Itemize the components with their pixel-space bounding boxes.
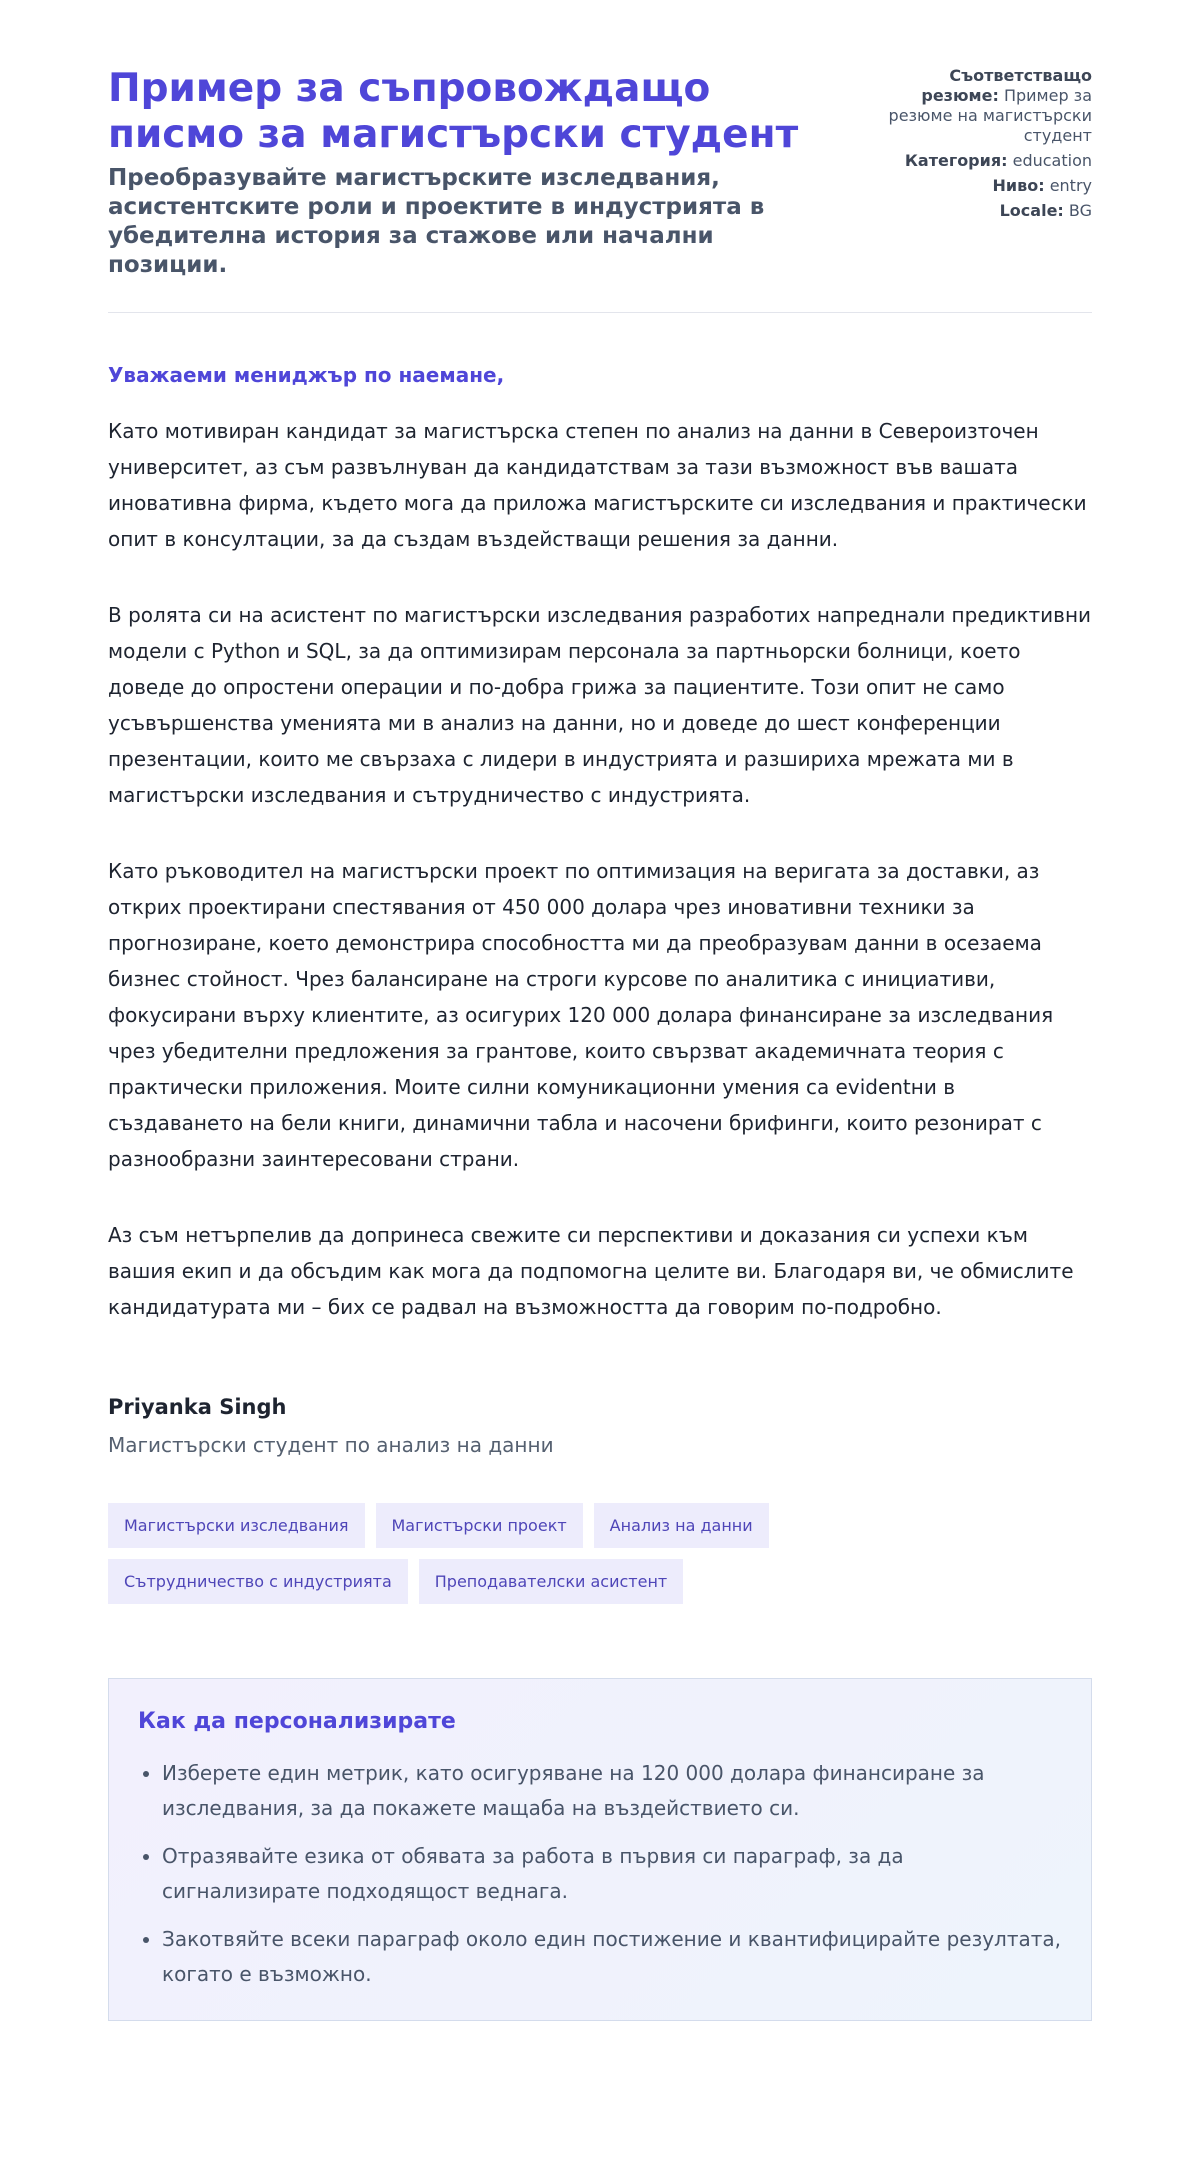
tips-title: Как да персонализирате — [138, 1709, 456, 1734]
tag-chip: Анализ на данни — [594, 1503, 769, 1548]
signature-role: Магистърски студент по анализ на данни — [108, 1433, 554, 1457]
letter-body — [108, 363, 1092, 1457]
meta-level — [882, 176, 1092, 196]
page-header — [108, 66, 1092, 313]
letter-greeting: Уважаеми мениджър по наемане, — [108, 363, 505, 387]
tag-chip: Сътрудничество с индустрията — [108, 1559, 408, 1604]
meta-resume-value: Пример за резюме на магистърски студент — [888, 86, 1092, 145]
meta-locale-label: Locale: — [999, 201, 1064, 220]
tip-item: • Закотвяйте всеки параграф около един постижение и квантифицирайте резултата, когато е възможно. — [162, 1922, 1062, 1992]
page-title: Пример за съпровождащо писмо за магистърски студент — [108, 66, 799, 157]
meta-category-value: education — [1012, 151, 1092, 170]
page-subtitle: Преобразувайте магистърските изследвания, асистентските роли и проектите в индустрията в убедителна история за стажове или начални позиции. — [108, 165, 765, 278]
header-titles — [108, 66, 828, 280]
tag-chip: Преподавателски асистент — [419, 1559, 683, 1604]
letter-paragraph: Като ръководител на магистърски проект по оптимизация на веригата за доставки, аз открих проектирани спестявания от 450 000 долара чрез иновативни техники за прогнозиране, което демонстрира способността ми да преобразувам данни в осезаема бизнес стойност. Чрез балансиране на строги курсове по аналитика с инициативи, фокусирани върху клиентите, аз осигурих 120 000 долара финансиране за изследвания чрез убедителни предложения за грантове, които свързват академичната теория с практически приложения. Моите силни комуникационни умения са evidentни в създаването на бели книги, динамични табла и насочени брифинги, които резонират с разнообразни заинтересовани страни. — [108, 859, 1054, 1171]
tip-item: • Отразявайте езика от обявата за работа в първия си параграф, за да сигнализирате подходящост веднага. — [162, 1839, 1062, 1909]
cover-letter-page — [108, 0, 1092, 2021]
meta-locale-value: BG — [1068, 201, 1092, 220]
tips-box — [108, 1678, 1092, 2021]
tag-chip: Магистърски изследвания — [108, 1503, 365, 1548]
tip-item: • Изберете един метрик, като осигуряване на 120 000 долара финансиране за изследвания, за да покажете мащаба на въздействието си. — [162, 1756, 1062, 1826]
meta-level-label: Ниво: — [992, 176, 1045, 195]
meta-category-label: Категория: — [904, 151, 1008, 170]
meta-panel — [882, 66, 1092, 226]
letter-paragraph: В ролята си на асистент по магистърски изследвания разработих напреднали предиктивни модели с Python и SQL, за да оптимизирам персонала за партньорски болници, което доведе до опростени операции и по-добра грижа за пациентите. Този опит не само усъвършенства уменията ми в анализ на данни, но и доведе до шест конференции презентации, които ме свързаха с лидери в индустрията и разшириха мрежата ми в магистърски изследвания и сътрудничество с индустрията. — [108, 603, 1092, 807]
tips-list — [138, 1756, 1062, 1992]
signature-name: Priyanka Singh — [108, 1395, 287, 1419]
tag-list — [108, 1503, 868, 1604]
tag-chip: Магистърски проект — [376, 1503, 583, 1548]
letter-paragraph: Като мотивиран кандидат за магистърска степен по анализ на данни в Североизточен университет, аз съм развълнуван да кандидатствам за тази възможност във вашата иновативна фирма, където мога да приложа магистърските си изследвания и практически опит в консултации, за да създам въздействащи решения за данни. — [108, 419, 1087, 551]
meta-resume-label: Съответстващо резюме: — [921, 66, 1092, 105]
meta-level-value: entry — [1049, 176, 1092, 195]
letter-paragraph: Аз съм нетърпелив да допринеса свежите си перспективи и доказания си успехи към вашия екип и да обсъдим как мога да подпомогна целите ви. Благодаря ви, че обмислите кандидатурата ми – бих се радвал на възможността да говорим по-подробно. — [108, 1223, 1074, 1319]
meta-locale — [882, 201, 1092, 221]
meta-category — [882, 151, 1092, 171]
meta-resume — [882, 66, 1092, 146]
